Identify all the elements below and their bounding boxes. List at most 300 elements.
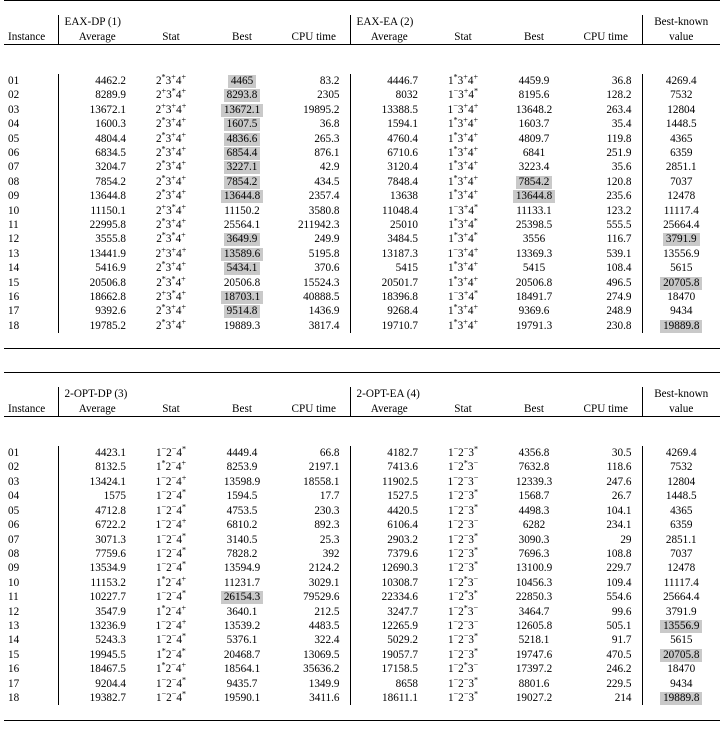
cell-stat-1: 2*3*4+ (156, 273, 186, 289)
cell-average-1: 20506.8 (58, 276, 136, 290)
cell-best-2: 13100.9 (515, 562, 553, 575)
cell-average-1: 19945.5 (58, 648, 136, 662)
cell-stat-2: 1−2−3* (447, 689, 479, 704)
cell-stat-1: 2*3*4+ (156, 230, 186, 246)
cell-cputime-1: 19895.2 (303, 103, 340, 116)
cell-stat-1: 2*3+4+ (155, 216, 187, 232)
highlighted-value: 4465 (228, 75, 256, 88)
cell-best-2: 20506.8 (515, 276, 553, 289)
cell-best-2: 4356.8 (518, 447, 550, 460)
cell-cputime-1: 18558.1 (303, 475, 340, 488)
cell-cputime-2: 104.1 (606, 504, 632, 517)
cell-best-known: 6359 (642, 146, 720, 160)
cell-best-known: 9434 (642, 304, 720, 318)
cell-best-1 (206, 88, 278, 102)
table-row (4, 132, 720, 146)
cell-cputime-1: 434.5 (314, 175, 340, 188)
highlighted-value: 7854.2 (224, 176, 261, 189)
cell-stat-1: 1−2−4* (155, 530, 187, 546)
cell-instance: 15 (8, 648, 20, 661)
cell-best-1: 13598.9 (223, 475, 261, 488)
cell-stat-2: 1−2−3* (447, 559, 479, 575)
cell-cputime-1: 5195.8 (308, 247, 340, 260)
cell-stat-2: 1−2−3* (447, 545, 479, 560)
cell-stat-1: 1−2−4* (155, 689, 187, 704)
cell-average-2: 1594.1 (350, 117, 428, 131)
cell-best-2 (498, 175, 570, 189)
cell-average-1: 9204.4 (58, 677, 136, 691)
cell-stat-2: 1−2−3* (447, 674, 479, 690)
cell-cputime-2: 234.1 (606, 519, 632, 532)
cell-cputime-1: 892.3 (314, 519, 340, 532)
cell-cputime-2: 26.7 (611, 490, 632, 503)
cell-best-1: 1594.5 (226, 490, 258, 503)
cell-instance: 08 (8, 547, 20, 560)
cell-stat-1: 2*3+4+ (155, 187, 187, 203)
cell-stat-2: 1−3+4+ (447, 245, 479, 260)
cell-stat-1: 2+3*4+ (155, 201, 187, 217)
cell-average-1: 19382.7 (58, 691, 136, 705)
cell-best-2: 3464.7 (518, 605, 550, 618)
cell-best-1: 11150.2 (224, 204, 260, 217)
cell-stat-1: 1−2−4+ (155, 617, 187, 632)
cell-best-2: 13369.3 (515, 247, 553, 260)
cell-cputime-2: 505.1 (606, 619, 632, 632)
cell-cputime-2: 554.6 (606, 591, 632, 604)
cell-average-2: 10308.7 (350, 576, 428, 590)
cell-stat-2: 1*3+4+ (447, 129, 479, 145)
highlighted-value: 19889.8 (660, 320, 702, 333)
cell-best-2: 1603.7 (518, 118, 550, 131)
cell-cputime-2: 99.6 (611, 605, 632, 618)
cell-best-known: 25664.4 (642, 590, 720, 604)
cell-stat-2: 1−2−3* (447, 646, 479, 661)
cell-instance: 06 (8, 519, 20, 532)
header-cputime-2: CPU time (583, 30, 628, 43)
cell-cputime-1: 4483.5 (308, 619, 340, 632)
table-row (4, 204, 720, 218)
cell-cputime-1: 66.8 (319, 447, 340, 460)
cell-best-known: 5615 (642, 633, 720, 647)
cell-best-known: 18470 (642, 290, 720, 304)
cell-average-2: 3120.4 (350, 160, 428, 174)
cell-best-1: 20468.7 (223, 648, 261, 661)
cell-average-2: 19710.7 (350, 319, 428, 333)
cell-best-known: 2851.1 (642, 533, 720, 547)
cell-average-2: 13187.3 (350, 247, 428, 261)
header-instance: Instance (8, 30, 46, 43)
table-row (4, 648, 720, 662)
cell-stat-2: 1*3+4+ (447, 317, 479, 332)
cell-best-2: 8801.6 (518, 677, 550, 690)
cell-average-2: 18396.8 (350, 290, 428, 304)
cell-average-1: 11153.2 (58, 576, 136, 590)
cell-cputime-2: 109.4 (606, 576, 632, 589)
cell-best-1: 13539.2 (223, 619, 261, 632)
cell-stat-2: 1*3+4* (448, 230, 478, 246)
cell-cputime-1: 42.9 (319, 161, 340, 174)
header-cputime-1: CPU time (291, 402, 336, 415)
cell-best-1 (206, 304, 278, 318)
header-row-groups (4, 15, 720, 29)
cell-stat-2: 1−2*3− (447, 660, 479, 676)
cell-cputime-2: 36.8 (611, 74, 632, 87)
cell-instance: 05 (8, 132, 20, 145)
table-row (4, 633, 720, 647)
cell-instance: 06 (8, 147, 20, 160)
cell-best-1: 13594.9 (223, 562, 261, 575)
cell-best-1 (206, 160, 278, 174)
cell-average-1: 1600.3 (58, 117, 136, 131)
cell-best-2: 4498.3 (518, 504, 550, 517)
cell-best-1: 18564.1 (223, 663, 261, 676)
cell-average-2: 18611.1 (350, 691, 428, 705)
cell-cputime-2: 235.6 (606, 190, 632, 203)
cell-best-2: 1568.7 (518, 490, 550, 503)
cell-best-2: 18491.7 (515, 291, 553, 304)
cell-cputime-2: 263.4 (606, 103, 632, 116)
cell-best-2: 19747.6 (515, 648, 553, 661)
cell-cputime-2: 246.2 (606, 663, 632, 676)
cell-cputime-1: 83.2 (319, 74, 340, 87)
cell-instance: 18 (8, 319, 20, 332)
cell-best-known (642, 276, 720, 290)
cell-best-known (642, 232, 720, 246)
header-best-known-line2: value (642, 30, 720, 45)
cell-cputime-1: 876.1 (314, 147, 340, 160)
cell-stat-2: 1−3+4* (447, 201, 479, 217)
header-group-4: 2-OPT-EA (4) (350, 387, 642, 401)
cell-cputime-2: 29 (620, 533, 632, 546)
cell-average-1: 7854.2 (58, 175, 136, 189)
cell-cputime-2: 120.8 (606, 175, 632, 188)
table-bottom-rule (4, 720, 720, 735)
table-row (4, 475, 720, 489)
table-row (4, 175, 720, 189)
cell-best-known: 12804 (642, 475, 720, 489)
table-top-rule (4, 373, 720, 388)
cell-stat-1: 1*2−4+ (155, 660, 187, 676)
cell-cputime-1: 265.3 (314, 132, 340, 145)
cell-best-1 (206, 232, 278, 246)
cell-best-2: 19791.3 (515, 319, 553, 332)
cell-best-known: 1448.5 (642, 489, 720, 503)
cell-cputime-1: 392 (322, 547, 340, 560)
cell-average-2: 25010 (350, 218, 428, 232)
cell-best-1: 4753.5 (226, 504, 258, 517)
cell-cputime-1: 17.7 (319, 490, 340, 503)
table-row (4, 261, 720, 275)
cell-cputime-1: 3817.4 (308, 319, 340, 332)
cell-best-1: 3640.1 (226, 605, 258, 618)
cell-best-known: 3791.9 (642, 605, 720, 619)
cell-best-1: 20506.8 (223, 276, 261, 289)
cell-instance: 11 (8, 219, 19, 232)
cell-stat-1: 2*3+4+ (155, 259, 187, 275)
cell-best-1 (206, 175, 278, 189)
cell-cputime-2: 118.6 (606, 461, 632, 474)
cell-instance: 01 (8, 447, 20, 460)
cell-stat-2: 1−3+4* (447, 288, 479, 304)
cell-stat-2: 1−2*3− (447, 458, 479, 474)
cell-stat-1: 1−2−4* (155, 674, 187, 690)
header-stat-2: Stat (454, 402, 472, 415)
cell-average-2: 9268.4 (350, 304, 428, 318)
cell-stat-2: 1−3+4* (447, 86, 479, 102)
table-row (4, 518, 720, 532)
cell-instance: 04 (8, 490, 20, 503)
table-row (4, 117, 720, 131)
cell-best-2: 11133.1 (516, 204, 552, 217)
cell-cputime-1: 211942.3 (297, 219, 340, 232)
cell-stat-1: 2+3+4+ (155, 245, 187, 260)
table-row (4, 218, 720, 232)
cell-best-1 (206, 261, 278, 275)
cell-cputime-2: 274.9 (606, 291, 632, 304)
cell-stat-1: 2*3+4+ (155, 129, 187, 145)
cell-best-1 (206, 117, 278, 131)
cell-best-2: 3556 (522, 233, 546, 246)
cell-stat-1: 2*3+4+ (155, 144, 187, 160)
cell-stat-2: 1*3+4+ (447, 259, 479, 275)
cell-average-1: 11150.1 (58, 204, 136, 218)
cell-stat-1: 1−2−4* (155, 444, 187, 460)
cell-stat-2: 1*3+4+ (447, 173, 479, 188)
header-row-subs (4, 30, 720, 45)
cell-cputime-2: 108.8 (606, 547, 632, 560)
cell-stat-2: 1−2*3− (447, 602, 479, 618)
cell-average-2: 1527.5 (350, 489, 428, 503)
cell-best-2: 12605.8 (515, 619, 553, 632)
cell-average-1: 1575 (58, 489, 136, 503)
cell-best-known: 11117.4 (642, 576, 720, 590)
cell-best-known: 4365 (642, 504, 720, 518)
cell-best-1: 25564.1 (223, 219, 261, 232)
cell-stat-1: 1−2−4+ (155, 516, 187, 532)
table-row (4, 304, 720, 318)
cell-best-2: 8195.6 (518, 89, 550, 102)
cell-average-2: 8658 (350, 677, 428, 691)
cell-average-1: 3555.8 (58, 232, 136, 246)
cell-cputime-2: 214 (614, 691, 632, 704)
cell-cputime-2: 35.4 (611, 118, 632, 131)
cell-stat-1: 1*2−4+ (155, 573, 187, 589)
cell-stat-1: 1−2−4* (155, 487, 187, 503)
table-row (4, 189, 720, 203)
cell-best-known (642, 619, 720, 633)
cell-cputime-2: 247.6 (606, 475, 632, 488)
cell-cputime-2: 230.8 (606, 319, 632, 332)
cell-best-1: 19889.3 (223, 319, 261, 332)
cell-instance: 10 (8, 204, 20, 217)
header-best-known-line2: value (642, 402, 720, 417)
cell-best-known: 12478 (642, 189, 720, 203)
cell-average-2: 6710.6 (350, 146, 428, 160)
table-row (4, 103, 720, 117)
cell-instance: 16 (8, 291, 20, 304)
cell-cputime-2: 229.5 (606, 677, 632, 690)
cell-best-2: 6282 (522, 519, 546, 532)
header-row-groups (4, 387, 720, 401)
table-header-rule (4, 45, 720, 60)
cell-stat-1: 1−2−4* (155, 545, 187, 560)
header-group-3: 2-OPT-DP (3) (58, 387, 350, 401)
cell-best-1: 6810.2 (226, 519, 258, 532)
cell-average-2: 3247.7 (350, 605, 428, 619)
cell-cputime-2: 128.2 (606, 89, 632, 102)
cell-cputime-1: 25.3 (319, 533, 340, 546)
cell-cputime-2: 30.5 (611, 447, 632, 460)
cell-cputime-2: 35.6 (611, 161, 632, 174)
table-row (4, 247, 720, 261)
cell-average-1: 18662.8 (58, 290, 136, 304)
cell-best-1 (206, 189, 278, 203)
cell-best-1 (206, 103, 278, 117)
cell-best-2: 7632.8 (518, 461, 550, 474)
table-row (4, 276, 720, 290)
cell-cputime-1: 13069.5 (303, 648, 340, 661)
table-row (4, 74, 720, 88)
cell-best-known: 7037 (642, 175, 720, 189)
header-average-1: Average (58, 30, 136, 45)
cell-best-known: 1448.5 (642, 117, 720, 131)
cell-instance: 07 (8, 161, 20, 174)
cell-best-known (642, 648, 720, 662)
header-average-2: Average (350, 402, 428, 417)
cell-best-2: 4809.7 (518, 132, 550, 145)
table-row (4, 504, 720, 518)
cell-stat-1: 2*3+4+ (155, 72, 187, 87)
cell-best-known: 25664.4 (642, 218, 720, 232)
cell-average-1: 4462.2 (58, 74, 136, 88)
cell-best-1: 5376.1 (226, 634, 258, 647)
cell-stat-2: 1*3+4* (448, 216, 478, 232)
cell-cputime-1: 40888.5 (303, 291, 340, 304)
table-row (4, 232, 720, 246)
header-average-1: Average (58, 402, 136, 417)
highlighted-value: 13644.8 (513, 190, 555, 203)
cell-stat-2: 1−2−3* (447, 501, 479, 517)
cell-stat-2: 1*3+4+ (447, 115, 479, 131)
cell-best-1: 8253.9 (226, 461, 258, 474)
cell-average-1: 4423.1 (58, 446, 136, 460)
header-best-1: Best (232, 402, 252, 415)
header-average-2: Average (350, 30, 428, 45)
cell-cputime-1: 2357.4 (308, 190, 340, 203)
highlighted-value: 20705.8 (660, 277, 702, 290)
cell-average-1: 8132.5 (58, 460, 136, 474)
cell-average-1: 22995.8 (58, 218, 136, 232)
table-row (4, 619, 720, 633)
cell-best-1 (206, 590, 278, 604)
cell-stat-2: 1*3+4+ (447, 158, 479, 174)
cell-average-2: 8032 (350, 88, 428, 102)
cell-best-1 (206, 290, 278, 304)
highlighted-value: 7854.2 (516, 176, 553, 189)
header-stat-1: Stat (162, 30, 180, 43)
cell-best-known: 7532 (642, 88, 720, 102)
header-spacer (4, 60, 720, 74)
highlighted-value: 1607.5 (224, 118, 261, 131)
cell-cputime-1: 3411.6 (309, 691, 340, 704)
cell-instance: 08 (8, 175, 20, 188)
cell-average-2: 4760.4 (350, 132, 428, 146)
table-row (4, 146, 720, 160)
cell-best-known: 2851.1 (642, 160, 720, 174)
table-row (4, 319, 720, 333)
cell-best-2: 4459.9 (518, 74, 550, 87)
cell-stat-2: 1−2−3− (447, 473, 479, 488)
cell-cputime-1: 3580.8 (308, 204, 340, 217)
cell-stat-1: 1*2−4+ (155, 458, 187, 474)
cell-best-known: 7037 (642, 547, 720, 561)
cell-stat-1: 2*3+4+ (155, 115, 187, 131)
cell-instance: 02 (8, 461, 20, 474)
cell-best-1 (206, 74, 278, 88)
cell-cputime-1: 322.4 (314, 634, 340, 647)
cell-best-2: 5218.1 (518, 634, 550, 647)
cell-instance: 15 (8, 276, 20, 289)
cell-cputime-1: 2124.2 (308, 562, 340, 575)
cell-average-1: 8289.9 (58, 88, 136, 102)
cell-best-2: 6841 (522, 147, 546, 160)
cell-stat-1: 2*3+4+ (155, 302, 187, 318)
table-top-rule (4, 1, 720, 16)
cell-best-1: 19590.1 (223, 691, 261, 704)
cell-instance: 13 (8, 619, 20, 632)
header-cputime-1: CPU time (291, 30, 336, 43)
header-spacer (4, 432, 720, 446)
cell-cputime-2: 123.2 (606, 204, 632, 217)
cell-cputime-2: 555.5 (606, 219, 632, 232)
cell-average-1: 6722.2 (58, 518, 136, 532)
highlighted-value: 20705.8 (660, 649, 702, 662)
cell-instance: 07 (8, 533, 20, 546)
cell-stat-2: 1−2−3− (447, 516, 479, 532)
cell-cputime-1: 2305 (317, 89, 340, 102)
header-group-2: EAX-EA (2) (350, 15, 642, 29)
cell-stat-1: 2*3+4+ (155, 173, 187, 188)
cell-instance: 09 (8, 562, 20, 575)
cell-best-1: 7828.2 (226, 547, 258, 560)
cell-stat-1: 1*2−4+ (155, 602, 187, 618)
highlighted-value: 13589.6 (221, 248, 263, 261)
cell-best-1 (206, 247, 278, 261)
cell-stat-1: 1−2−4* (155, 559, 187, 575)
table-row (4, 576, 720, 590)
cell-best-2: 19027.2 (515, 691, 553, 704)
table-row (4, 590, 720, 604)
cell-best-known: 11117.4 (642, 204, 720, 218)
table-2 (4, 372, 720, 735)
cell-average-2: 7413.6 (350, 460, 428, 474)
cell-best-known: 9434 (642, 677, 720, 691)
table-row (4, 561, 720, 575)
cell-stat-2: 1−2−3* (447, 631, 479, 647)
cell-average-2: 17158.5 (350, 662, 428, 676)
cell-average-1: 3204.7 (58, 160, 136, 174)
cell-best-2: 5415 (522, 262, 546, 275)
cell-average-2: 19057.7 (350, 648, 428, 662)
cell-stat-2: 1*3+4+ (447, 72, 479, 87)
highlighted-value: 6854.4 (224, 147, 261, 160)
cell-instance: 12 (8, 605, 20, 618)
header-best-2: Best (524, 30, 544, 43)
cell-instance: 12 (8, 233, 20, 246)
cell-average-1: 4804.4 (58, 132, 136, 146)
cell-average-2: 11902.5 (350, 475, 428, 489)
tables-container (4, 0, 709, 735)
